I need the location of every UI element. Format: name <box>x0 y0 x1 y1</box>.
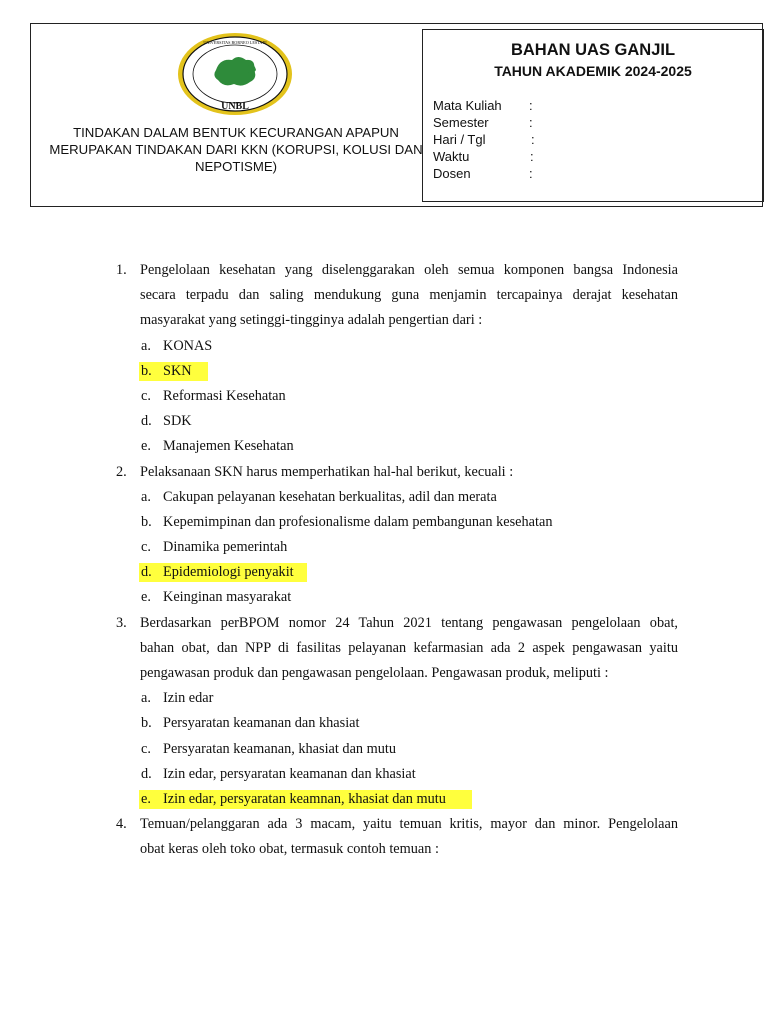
field-label: Mata Kuliah <box>433 98 502 113</box>
option-letter: a. <box>141 337 151 354</box>
question-number: 1. <box>116 262 127 278</box>
field-label: Dosen <box>433 166 471 181</box>
option-letter: e. <box>141 790 151 807</box>
option-text: Kepemimpinan dan profesionalisme dalam pembangunan kesehatan <box>163 513 553 530</box>
motto-line: NEPOTISME) <box>194 159 278 174</box>
question-number: 3. <box>116 614 127 631</box>
question-number: 2. <box>116 463 127 480</box>
answer-option <box>113 334 678 359</box>
logo-abbr: UNBL <box>221 101 249 112</box>
option-letter: a. <box>141 690 151 707</box>
option-text: Keinginan masyarakat <box>163 589 292 606</box>
motto-line: TINDAKAN DALAM BENTUK KECURANGAN APAPUN <box>73 125 399 140</box>
option-letter: a. <box>141 488 151 505</box>
option-text: Dinamika pemerintah <box>163 539 288 556</box>
option-letter: c. <box>141 539 151 556</box>
question-number: 4. <box>116 816 127 833</box>
answer-option <box>113 535 678 560</box>
option-letter: d. <box>141 413 152 430</box>
option-text: Izin edar, persyaratan keamnan, khasiat dan mutu <box>163 790 446 807</box>
answer-option-highlighted <box>113 560 678 585</box>
question-list <box>113 258 678 863</box>
option-text: Persyaratan keamanan dan khasiat <box>163 715 360 732</box>
field-semester <box>433 114 633 131</box>
option-letter: e. <box>141 438 151 455</box>
question-text-line: obat keras oleh toko obat, termasuk contoh temuan : <box>140 841 439 858</box>
field-label: Waktu <box>433 149 470 164</box>
option-text: Reformasi Kesehatan <box>163 387 286 404</box>
answer-option <box>113 762 678 787</box>
question-2 <box>113 460 678 611</box>
field-colon: : <box>529 98 533 113</box>
option-text: Manajemen Kesehatan <box>163 438 294 455</box>
answer-option-highlighted <box>113 787 678 812</box>
question-1 <box>113 258 678 460</box>
answer-option <box>113 485 678 510</box>
question-text-line: masyarakat yang setinggi-tingginya adalah pengertian dari : <box>140 312 483 329</box>
question-text-line: Pelaksanaan SKN harus memperhatikan hal-hal berikut, kecuali : <box>140 463 514 480</box>
option-letter: d. <box>141 564 152 581</box>
question-text-line: Pengelolaan kesehatan yang diselenggarakan oleh semua komponen bangsa Indonesia <box>140 262 678 278</box>
document-header <box>30 23 763 207</box>
field-hari-tgl <box>433 131 633 148</box>
field-colon: : <box>530 149 534 164</box>
answer-option <box>113 434 678 459</box>
answer-option <box>113 510 678 535</box>
question-text-line: secara terpadu dan saling mendukung guna menjamin tercapainya derajat kesehatan <box>140 287 678 304</box>
motto-line: MERUPAKAN TINDAKAN DARI KKN (KORUPSI, KOLUSI DAN <box>49 142 423 157</box>
question-3 <box>113 611 678 813</box>
question-4 <box>113 812 678 862</box>
answer-option-highlighted <box>113 359 678 384</box>
question-text-line: bahan obat, dan NPP di fasilitas pelayanan kefarmasian ada 2 aspek pengawasan yaitu <box>140 639 678 656</box>
field-waktu <box>433 148 633 165</box>
option-letter: b. <box>141 715 152 732</box>
answer-option <box>113 711 678 736</box>
answer-option <box>113 686 678 711</box>
option-text: SKN <box>163 362 192 379</box>
university-logo <box>176 32 294 116</box>
academic-year: TAHUN AKADEMIK 2024-2025 <box>494 63 692 79</box>
answer-option <box>113 409 678 434</box>
field-colon: : <box>529 166 533 181</box>
field-colon: : <box>531 132 535 147</box>
option-text: Epidemiologi penyakit <box>163 564 294 581</box>
option-text: Izin edar <box>163 690 214 707</box>
option-letter: d. <box>141 765 152 782</box>
question-text-line: pengawasan produk dan pengawasan pengelolaan. Pengawasan produk, meliputi : <box>140 665 609 681</box>
option-letter: e. <box>141 589 151 606</box>
answer-option <box>113 585 678 610</box>
field-mata-kuliah <box>433 97 633 114</box>
question-text-line: Temuan/pelanggaran ada 3 macam, yaitu temuan kritis, mayor dan minor. Pengelolaan <box>140 816 678 833</box>
exam-info-box <box>422 29 764 202</box>
option-letter: b. <box>141 513 152 530</box>
option-text: KONAS <box>163 337 213 354</box>
field-label: Hari / Tgl <box>433 132 486 147</box>
exam-title: BAHAN UAS GANJIL <box>510 41 676 59</box>
option-text: Persyaratan keamanan, khasiat dan mutu <box>163 740 397 757</box>
option-letter: c. <box>141 740 151 757</box>
exam-fields <box>433 97 633 182</box>
option-letter: c. <box>141 387 151 404</box>
integrity-motto <box>41 124 431 175</box>
field-dosen <box>433 165 633 182</box>
field-label: Semester <box>433 115 489 130</box>
option-letter: b. <box>141 362 152 379</box>
answer-option <box>113 737 678 762</box>
logo-name: UNIVERSITAS BORNEO LESTARI <box>203 40 267 45</box>
option-text: Cakupan pelayanan kesehatan berkualitas, adil dan merata <box>163 488 497 505</box>
option-text: SDK <box>163 413 192 430</box>
field-colon: : <box>529 115 533 130</box>
answer-option <box>113 384 678 409</box>
question-text-line: Berdasarkan perBPOM nomor 24 Tahun 2021 tentang pengawasan pengelolaan obat, <box>140 614 678 631</box>
option-text: Izin edar, persyaratan keamanan dan khasiat <box>163 765 416 782</box>
